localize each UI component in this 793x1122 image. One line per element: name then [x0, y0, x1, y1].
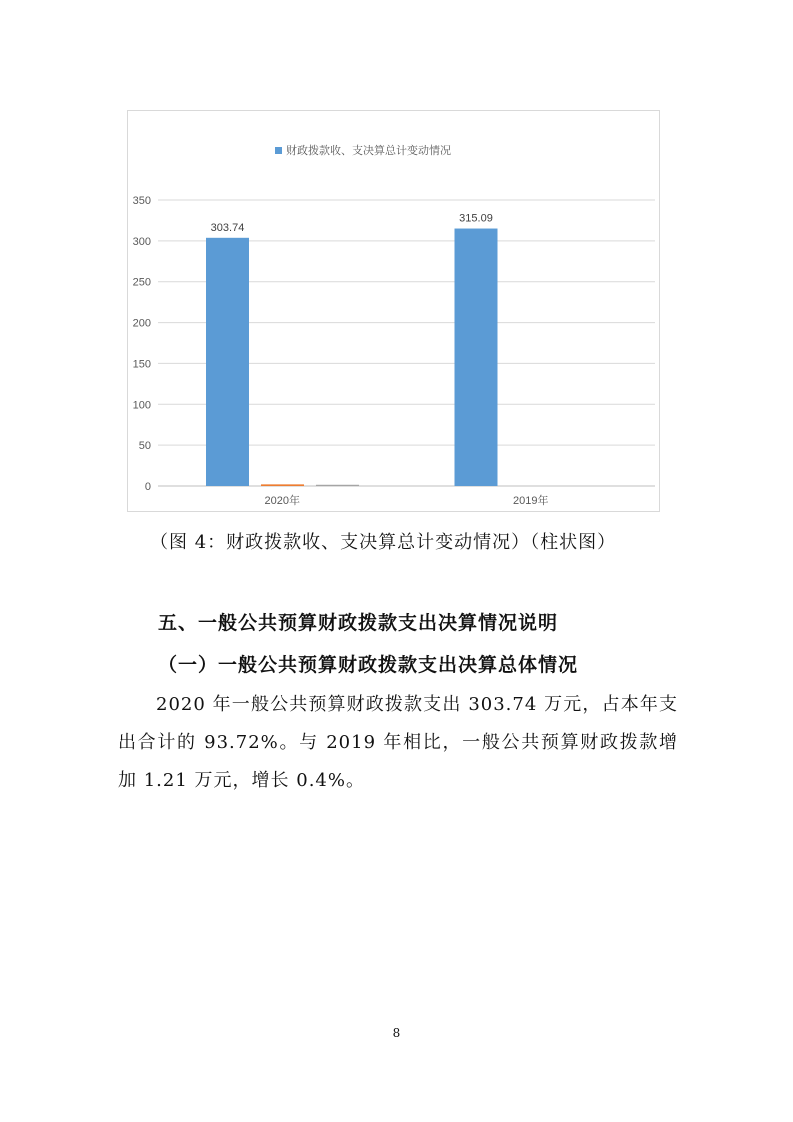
legend-label: 财政拨款收、支决算总计变动情况	[286, 145, 451, 157]
body-paragraph: 2020 年一般公共预算财政拨款支出 303.74 万元，占本年支出合计的 93.72%。与 2019 年相比，一般公共预算财政拨款增加 1.21 万元，增长 0.4%。	[118, 694, 678, 791]
subsection-heading: （一）一般公共预算财政拨款支出决算总体情况	[158, 654, 579, 676]
y-tick-label: 150	[132, 358, 151, 371]
y-tick-label: 0	[144, 481, 151, 493]
page-number: 8	[392, 1026, 401, 1040]
chart-svg	[128, 111, 661, 513]
section-heading: 五、一般公共预算财政拨款支出决算情况说明	[158, 612, 559, 634]
y-tick-label: 50	[138, 440, 151, 453]
figure-caption: （图 4：财政拨款收、支决算总计变动情况）（柱状图）	[150, 532, 617, 553]
data-label: 315.09	[459, 212, 493, 225]
bar	[261, 484, 304, 486]
x-category-label: 2019年	[513, 495, 549, 507]
y-tick-label: 100	[132, 399, 151, 412]
legend-swatch	[275, 147, 282, 154]
y-tick-label: 250	[132, 276, 151, 289]
y-tick-label: 300	[132, 235, 151, 248]
y-tick-label: 200	[132, 317, 151, 330]
bar	[316, 485, 359, 486]
bar	[455, 229, 498, 486]
y-tick-label: 350	[132, 195, 151, 207]
x-category-label: 2020年	[264, 495, 300, 507]
bar	[206, 238, 249, 486]
bar-chart	[127, 110, 660, 512]
data-label: 303.74	[210, 221, 245, 234]
